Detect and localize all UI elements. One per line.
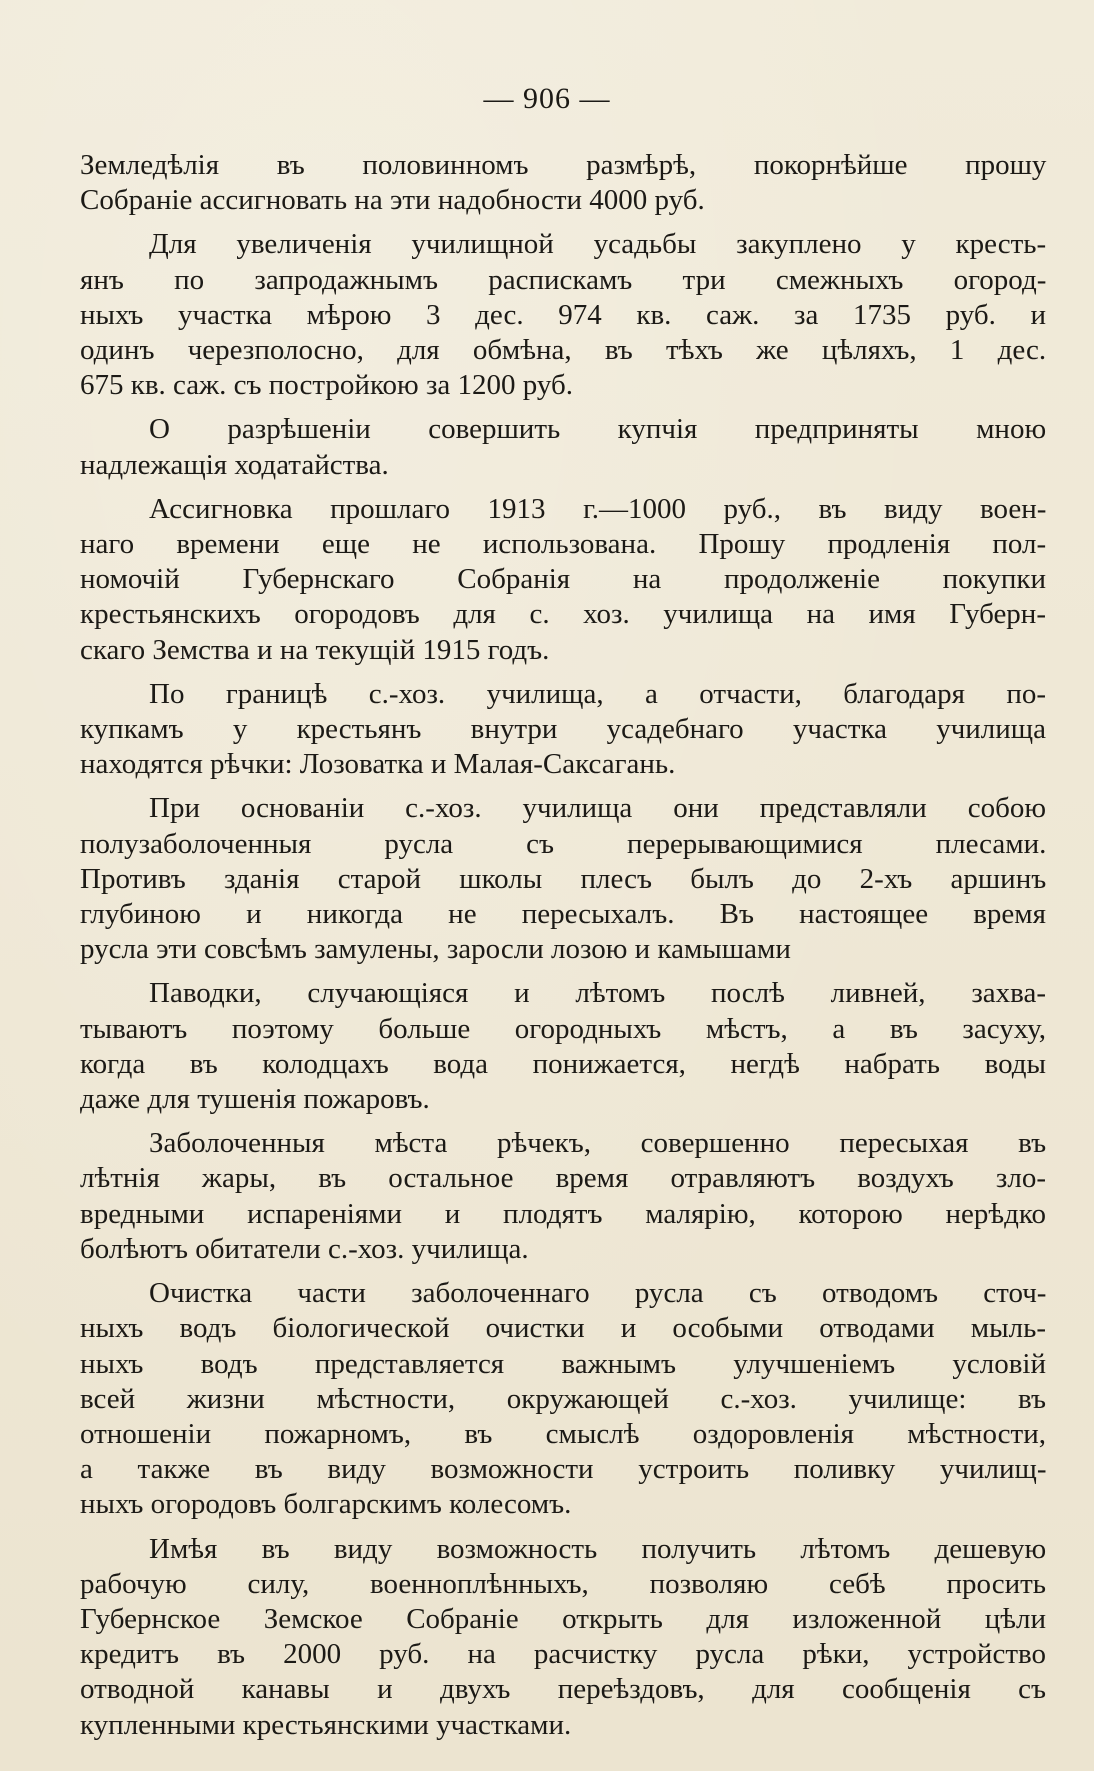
paragraph <box>80 492 1046 668</box>
text-line: 675 кв. саж. съ постройкою за 1200 руб. <box>80 369 574 402</box>
paragraph <box>80 791 1046 967</box>
text-line: тываютъ поэтому больше огородныхъ мѣстъ, а въ засуху, <box>80 1012 1046 1045</box>
paragraph <box>80 1276 1046 1522</box>
text-line: лѣтнія жары, въ остальное время отравляютъ воздухъ зло- <box>80 1162 1046 1195</box>
text-line: О разрѣшеніи совершить купчія предприняты мною <box>149 413 1047 446</box>
paragraph <box>80 1126 1046 1267</box>
text-line: Для увеличенія училищной усадьбы закуплено у кресть- <box>149 228 1047 261</box>
text-line: ныхъ участка мѣрою 3 дес. 974 кв. саж. за 1735 руб. и <box>80 298 1046 331</box>
paragraph <box>80 1532 1046 1743</box>
text-line: русла эти совсѣмъ замулены, заросли лозою и камышами <box>80 933 791 966</box>
text-line: Очистка части заболоченнаго русла съ отводомъ сточ- <box>149 1277 1047 1310</box>
text-line: надлежащія ходатайства. <box>80 448 389 481</box>
text-line: Губернское Земское Собраніе открыть для изложенной цѣли <box>80 1602 1046 1635</box>
text-line: Паводки, случающіяся и лѣтомъ послѣ ливней, захва- <box>149 977 1046 1010</box>
text-line: Имѣя въ виду возможность получить лѣтомъ дешевую <box>149 1532 1047 1565</box>
text-line: скаго Земства и на текущій 1915 годъ. <box>80 633 550 666</box>
text-line: номочій Губернскаго Собранія на продолженіе покупки <box>80 563 1046 596</box>
text-line: Собраніе ассигновать на эти надобности 4000 руб. <box>80 184 705 217</box>
body-text <box>80 148 1046 1752</box>
text-line: вредными испареніями и плодятъ малярію, которою нерѣдко <box>80 1197 1046 1230</box>
text-line: даже для тушенія пожаровъ. <box>80 1083 430 1116</box>
paragraph <box>80 148 1046 218</box>
text-line: купкамъ у крестьянъ внутри усадебнаго участка училища <box>80 713 1046 746</box>
text-line: глубиною и никогда не пересыхалъ. Въ настоящее время <box>80 898 1046 931</box>
text-line: кредитъ въ 2000 руб. на расчистку русла рѣки, устройство <box>80 1638 1046 1671</box>
text-line: отводной канавы и двухъ переѣздовъ, для сообщенія съ <box>80 1673 1047 1706</box>
text-line: ныхъ огородовъ болгарскимъ колесомъ. <box>80 1488 572 1521</box>
text-line: когда въ колодцахъ вода понижается, негдѣ набрать воды <box>80 1047 1046 1080</box>
paragraph <box>80 976 1046 1117</box>
text-line: всей жизни мѣстности, окружающей с.-хоз. училище: въ <box>80 1382 1046 1415</box>
text-line: По границѣ с.-хоз. училища, а отчасти, благодаря по- <box>149 677 1046 710</box>
text-line: а также въ виду возможности устроить поливку училищ- <box>80 1453 1047 1486</box>
page-number: — 906 — <box>483 82 611 115</box>
text-line: Земледѣлія въ половинномъ размѣрѣ, покорнѣйше прошу <box>80 149 1047 181</box>
text-line: болѣютъ обитатели с.-хоз. училища. <box>80 1232 529 1265</box>
text-line: ныхъ водъ біологической очистки и особыми отводами мыль- <box>80 1312 1046 1345</box>
text-line: Заболоченныя мѣста рѣчекъ, совершенно пересыхая въ <box>149 1127 1047 1160</box>
text-line: крестьянскихъ огородовъ для с. хоз. училища на имя Губерн- <box>80 598 1046 631</box>
text-line: Ассигновка прошлаго 1913 г.—1000 руб., въ виду воен- <box>149 492 1047 525</box>
text-line: ныхъ водъ представляется важнымъ улучшеніемъ условій <box>80 1347 1046 1380</box>
text-line: Противъ зданія старой школы плесъ былъ до 2-хъ аршинъ <box>80 862 1047 895</box>
paragraph <box>80 677 1046 783</box>
text-line: одинъ черезполосно, для обмѣна, въ тѣхъ же цѣляхъ, 1 дес. <box>80 334 1047 367</box>
text-line: купленными крестьянскими участками. <box>80 1708 572 1741</box>
text-line: отношеніи пожарномъ, въ смыслѣ оздоровленія мѣстности, <box>80 1417 1046 1450</box>
text-line: полузаболоченныя русла съ перерывающимися плесами. <box>80 827 1047 860</box>
paragraph <box>80 227 1046 403</box>
text-line: находятся рѣчки: Лозоватка и Малая-Саксагань. <box>80 748 676 781</box>
text-line: рабочую силу, военноплѣнныхъ, позволяю себѣ просить <box>80 1567 1046 1600</box>
text-line: наго времени еще не использована. Прошу продленія пол- <box>80 528 1047 561</box>
paragraph <box>80 412 1046 482</box>
text-line: янъ по запродажнымъ распискамъ три смежныхъ огород- <box>80 263 1047 296</box>
text-line: При основаніи с.-хоз. училища они представляли собою <box>149 792 1047 825</box>
